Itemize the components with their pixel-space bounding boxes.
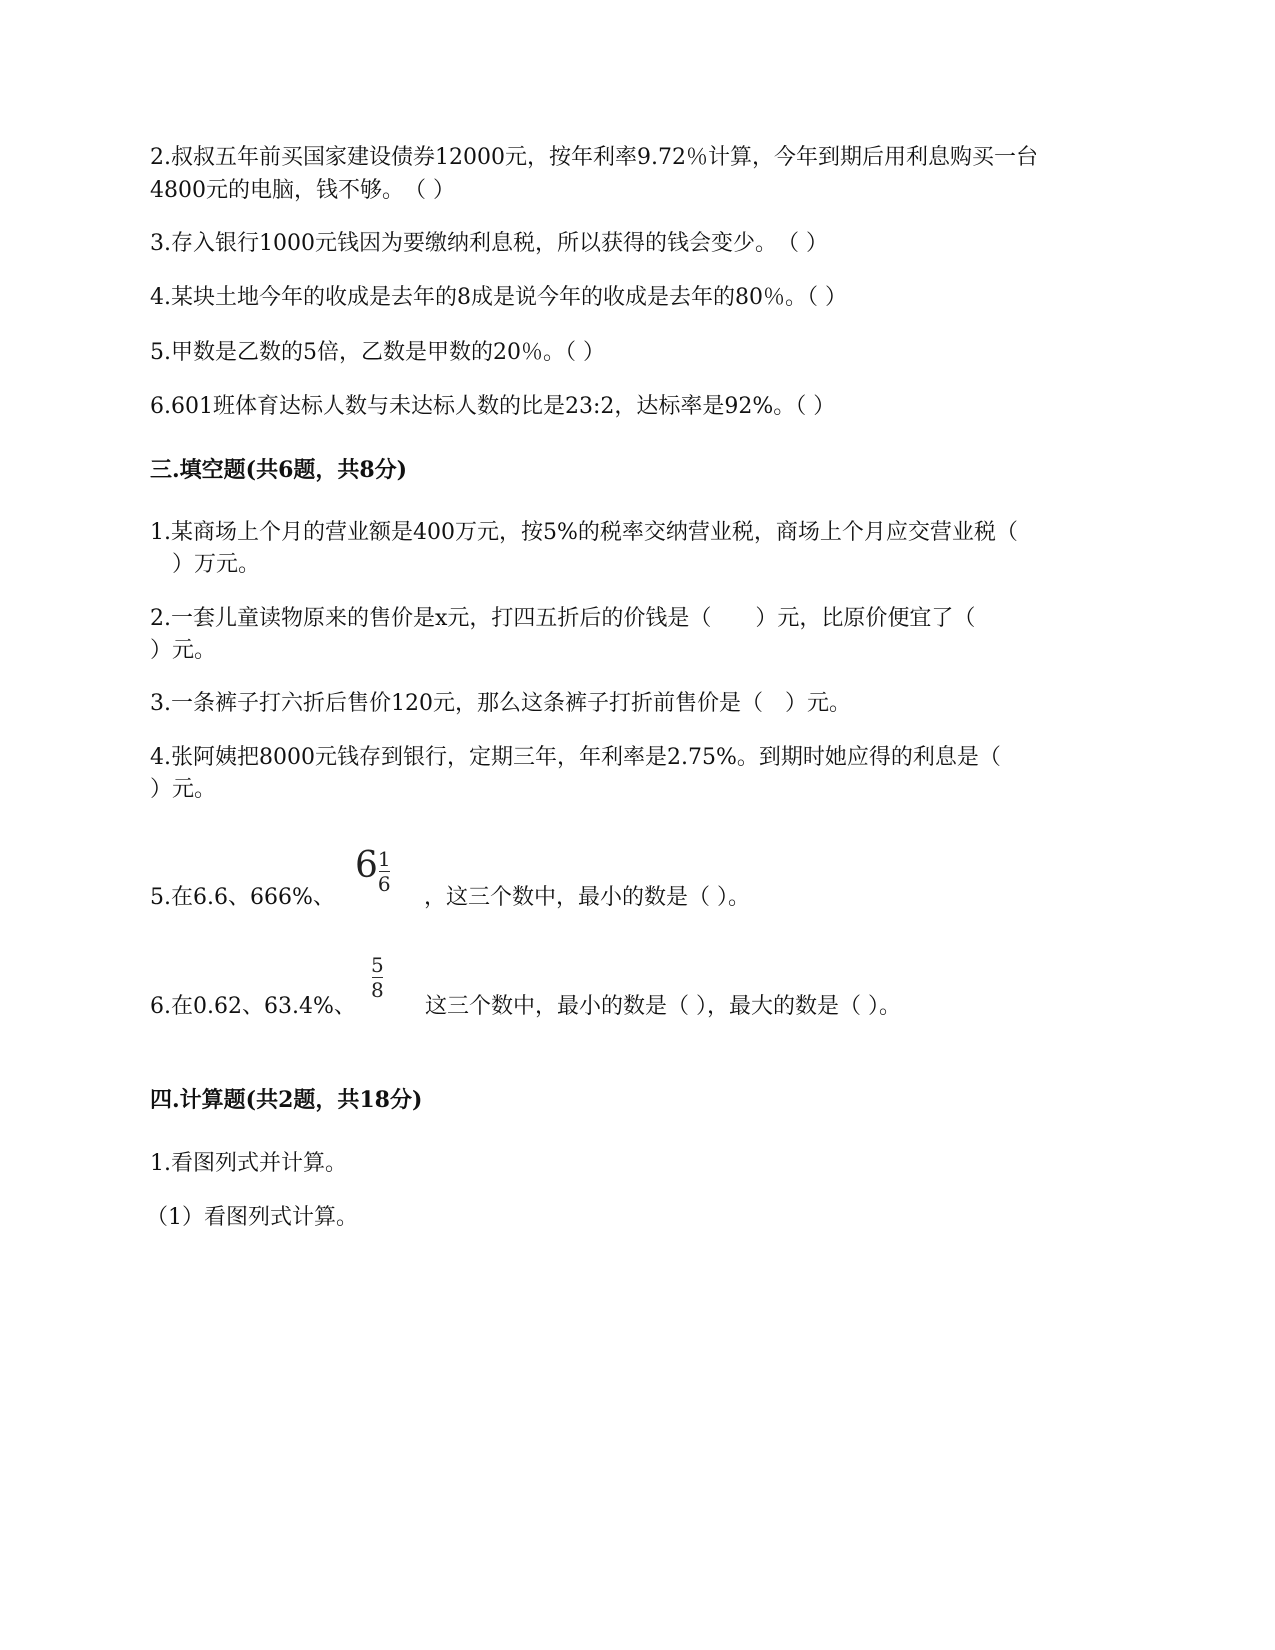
fill-q5-before: 5.在6.6、666%、 — [150, 885, 335, 910]
fill-q1-line2: ）万元。 — [150, 552, 261, 577]
fraction-numerator: 5 — [371, 953, 384, 977]
q4-text: 4.某块土地今年的收成是去年的8成是说今年的收成是去年的80％。（ ） — [150, 285, 847, 310]
section3-heading: 三.填空题(共6题，共8分) — [150, 457, 408, 483]
fill-q4-line2: ）元。 — [150, 777, 217, 802]
fill-q2-line1: 2.一套儿童读物原来的售价是x元，打四五折后的价钱是（ ）元，比原价便宜了（ — [150, 606, 976, 631]
fill-q2-line2: ）元。 — [150, 638, 217, 663]
fill-q4-line1: 4.张阿姨把8000元钱存到银行，定期三年，年利率是2.75%。到期时她应得的利息是（ — [150, 745, 1001, 770]
fraction-numerator: 1 — [377, 847, 391, 871]
fill-q1-line1: 1.某商场上个月的营业额是400万元，按5%的税率交纳营业税，商场上个月应交营业税（ — [150, 520, 1018, 545]
fill-q5-after: ，这三个数中，最小的数是（ ）。 — [424, 885, 750, 910]
fraction-whole: 6 — [355, 845, 378, 886]
q6-text: 6.601班体育达标人数与未达标人数的比是23:2，达标率是92%。（ ） — [150, 394, 836, 419]
q2-text-line1: 2.叔叔五年前买国家建设债券12000元，按年利率9.72％计算，今年到期后用利息购买一台 — [150, 145, 1038, 170]
fill-q6-fraction — [371, 954, 384, 1001]
fraction-denominator: 6 — [377, 872, 391, 896]
fill-q6-after: 这三个数中，最小的数是（ ），最大的数是（ ）。 — [425, 994, 901, 1019]
q5-text: 5.甲数是乙数的5倍，乙数是甲数的20％。（ ） — [150, 340, 605, 365]
q3-text: 3.存入银行1000元钱因为要缴纳利息税，所以获得的钱会变少。 （ ） — [150, 231, 828, 256]
calc-q1-sub1: （1）看图列式计算。 — [146, 1205, 358, 1230]
fill-q5-mixed-fraction — [355, 845, 391, 896]
calc-q1-text: 1.看图列式并计算。 — [150, 1151, 347, 1176]
fraction-denominator: 8 — [371, 978, 384, 1002]
section4-heading: 四.计算题(共2题，共18分) — [150, 1087, 423, 1113]
q2-text-line2: 4800元的电脑，钱不够。 （ ） — [150, 178, 455, 203]
fill-q6-before: 6.在0.62、63.4%、 — [150, 994, 356, 1019]
fill-q3-text: 3.一条裤子打六折后售价120元，那么这条裤子打折前售价是（ ）元。 — [150, 691, 851, 716]
